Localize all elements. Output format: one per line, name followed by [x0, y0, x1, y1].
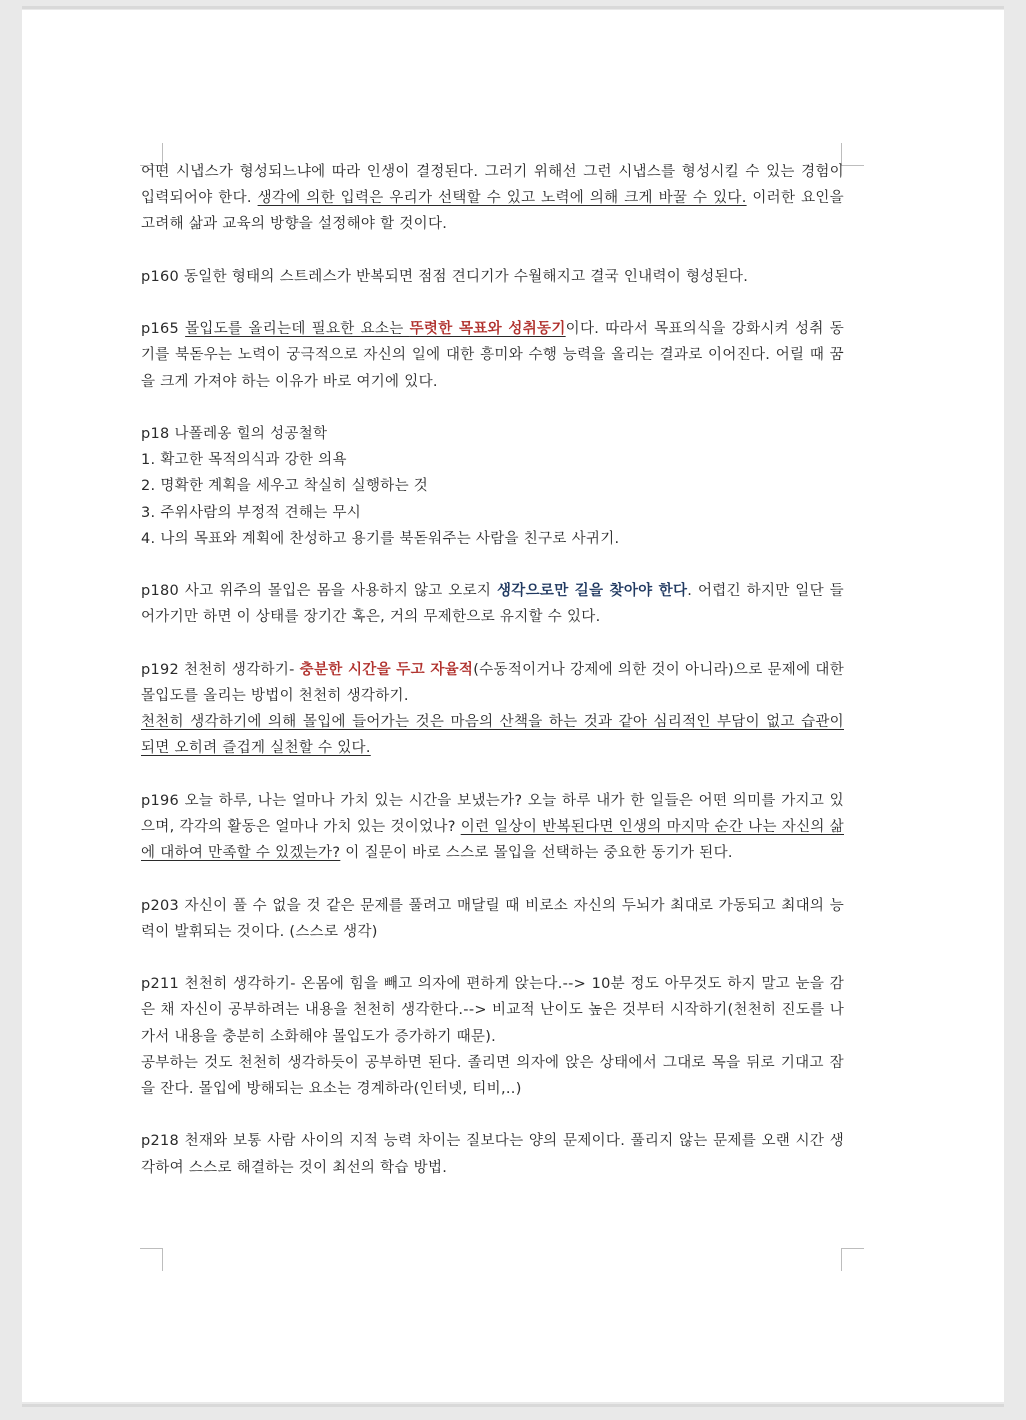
highlighted-red-text: 뚜렷한 목표와 성취동기 [409, 321, 566, 338]
list-item: 4. 나의 목표와 계획에 찬성하고 용기를 북돋워주는 사람을 친구로 사귀기. [141, 530, 620, 547]
list-item: 2. 명확한 계획을 세우고 착실히 실행하는 것 [141, 478, 429, 495]
list-title: p18 나폴레옹 힐의 성공철학 [141, 425, 328, 442]
paragraph-p180: p180 사고 위주의 몰입은 몸을 사용하지 않고 오로지 생각으로만 길을 찾아야 한다. 어렵긴 하지만 일단 들어가기만 하면 이 상태를 장기간 혹은, 거의 무제한으로 유지할 수 있다. [141, 583, 844, 626]
underlined-text: 생각에 의한 입력은 우리가 선택할 수 있고 노력에 의해 크게 바꿀 수 있다. [257, 190, 747, 207]
top-page-edge [22, 6, 1004, 9]
underlined-text: 몰입도를 올리는데 필요한 요소는 뚜렷한 목표와 성취동기 [185, 321, 566, 338]
paragraph-p196: p196 오늘 하루, 나는 얼마나 가치 있는 시간을 보냈는가? 오늘 하루 내가 한 일들은 어떤 의미를 가지고 있으며, 각각의 활동은 얼마나 가치 있는 것이었나? 이런 일상이 반복된다면 인생의 마지막 순간 나는 자신의 삶에 대하여 만족할 수 있겠는가? 이 질문이 바로 스스로 몰입을 선택하는 중요한 동기가 된다. [141, 792, 844, 862]
paragraph-p192: p192 천천히 생각하기- 충분한 시간을 두고 자율적(수동적이거나 강제에 의한 것이 아니라)으로 문제에 대한 몰입도를 올리는 방법이 천천히 생각하기. 천천히 생각하기에 의해 몰입에 들어가는 것은 마음의 산책을 하는 것과 같아 심리적인 부담이 없고 습관이 되면 오히려 즐겁게 실천할 수 있다. [141, 657, 844, 762]
list-item: 3. 주위사람의 부정적 견해는 무시 [141, 504, 362, 521]
document-body[interactable] [141, 159, 844, 1207]
paragraph-p203: p203 자신이 풀 수 없을 것 같은 문제를 풀려고 매달릴 때 비로소 자신의 두뇌가 최대로 가동되고 최대의 능력이 발휘되는 것이다. (스스로 생각) [141, 897, 844, 940]
paragraph-p160: p160 동일한 형태의 스트레스가 반복되면 점점 견디기가 수월해지고 결국 인내력이 형성된다. [141, 268, 749, 285]
list-item: 1. 확고한 목적의식과 강한 의욕 [141, 452, 347, 469]
margin-corner-top-right [841, 143, 864, 166]
paragraph-p165: p165 몰입도를 올리는데 필요한 요소는 뚜렷한 목표와 성취동기이다. 따라서 목표의식을 강화시켜 성취 동기를 북돋우는 노력이 궁극적으로 자신의 일에 대한 흥미와 수행 능력을 올리는 결과로 이어진다. 어릴 때 꿈을 크게 가져야 하는 이유가 바로 여기에 있다. [141, 321, 844, 390]
paragraph-synapse: 어떤 시냅스가 형성되느냐에 따라 인생이 결정된다. 그러기 위해선 그런 시냅스를 형성시킬 수 있는 경험이 입력되어야 한다. 생각에 의한 입력은 우리가 선택할 수 있고 노력에 의해 크게 바꿀 수 있다. 이러한 요인을 고려해 삶과 교육의 방향을 설정해야 할 것이다. [141, 164, 844, 233]
margin-corner-bottom-left [140, 1248, 163, 1271]
margin-corner-bottom-right [841, 1248, 864, 1271]
underlined-text: 이런 일상이 반복된다면 인생의 마지막 순간 나는 자신의 삶에 대하여 만족할 수 있겠는가? [141, 818, 844, 862]
underlined-text: 천천히 생각하기에 의해 몰입에 들어가는 것은 마음의 산책을 하는 것과 같아 심리적인 부담이 없고 습관이 되면 오히려 즐겁게 실천할 수 있다. [141, 714, 844, 757]
paragraph-p18 [141, 421, 844, 552]
next-page-edge [22, 1404, 1004, 1407]
paragraph-p218: p218 천재와 보통 사람 사이의 지적 능력 차이는 질보다는 양의 문제이다. 풀리지 않는 문제를 오랜 시간 생각하여 스스로 해결하는 것이 최선의 학습 방법. [141, 1133, 844, 1176]
highlighted-navy-text: 생각으로만 길을 찾아야 한다 [497, 583, 688, 600]
paragraph-p211: p211 천천히 생각하기- 온몸에 힘을 빼고 의자에 편하게 앉는다.--> 10분 정도 아무것도 하지 말고 눈을 감은 채 자신이 공부하려는 내용을 천천히 생각한다.--> 비교적 난이도 높은 것부터 시작하기(천천히 진도를 나가서 내용을 충분히 소화해야 몰입도가 증가하기 때문). 공부하는 것도 천천히 생각하듯이 공부하면 된다. 졸리면 의자에 앉은 상태에서 그대로 목을 뒤로 기대고 잠을 잔다. 몰입에 방해되는 요소는 경계하라(인터넷, 티비,..) [141, 976, 844, 1097]
highlighted-red-text: 충분한 시간을 두고 자율적 [299, 661, 474, 678]
